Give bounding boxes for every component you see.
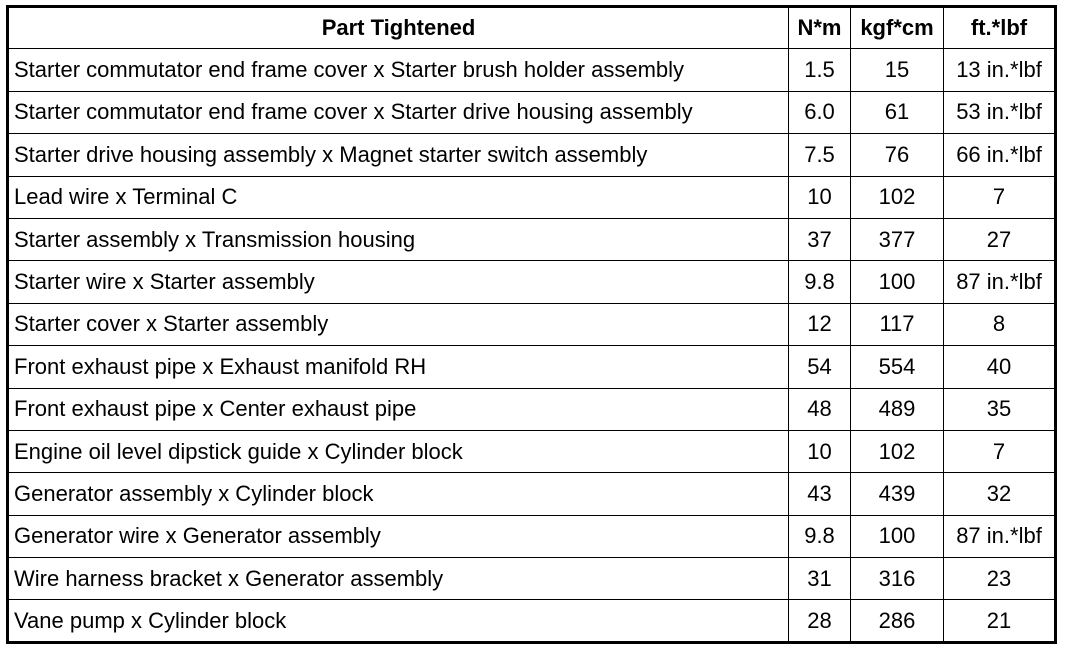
ft-cell: 7 bbox=[944, 176, 1056, 218]
part-cell: Generator assembly x Cylinder block bbox=[8, 473, 789, 515]
ft-cell: 8 bbox=[944, 303, 1056, 345]
ft-cell: 35 bbox=[944, 388, 1056, 430]
table-row bbox=[8, 134, 1056, 176]
ft-cell: 66 in.*lbf bbox=[944, 134, 1056, 176]
ft-cell: 7 bbox=[944, 430, 1056, 472]
part-cell: Engine oil level dipstick guide x Cylinder block bbox=[8, 430, 789, 472]
kgf-cell: 316 bbox=[851, 558, 944, 600]
kgf-cell: 102 bbox=[851, 430, 944, 472]
nm-cell: 37 bbox=[789, 218, 851, 260]
nm-cell: 43 bbox=[789, 473, 851, 515]
header-ft-lbf: ft.*lbf bbox=[944, 7, 1056, 49]
kgf-cell: 61 bbox=[851, 91, 944, 133]
kgf-cell: 102 bbox=[851, 176, 944, 218]
table-row bbox=[8, 346, 1056, 388]
ft-cell: 13 in.*lbf bbox=[944, 49, 1056, 91]
part-cell: Starter drive housing assembly x Magnet starter switch assembly bbox=[8, 134, 789, 176]
kgf-cell: 554 bbox=[851, 346, 944, 388]
kgf-cell: 100 bbox=[851, 261, 944, 303]
table-row bbox=[8, 558, 1056, 600]
ft-cell: 27 bbox=[944, 218, 1056, 260]
kgf-cell: 489 bbox=[851, 388, 944, 430]
nm-cell: 9.8 bbox=[789, 261, 851, 303]
part-cell: Starter wire x Starter assembly bbox=[8, 261, 789, 303]
nm-cell: 28 bbox=[789, 600, 851, 642]
part-cell: Lead wire x Terminal C bbox=[8, 176, 789, 218]
kgf-cell: 377 bbox=[851, 218, 944, 260]
ft-cell: 40 bbox=[944, 346, 1056, 388]
ft-cell: 53 in.*lbf bbox=[944, 91, 1056, 133]
table-row bbox=[8, 430, 1056, 472]
part-cell: Front exhaust pipe x Center exhaust pipe bbox=[8, 388, 789, 430]
header-nm: N*m bbox=[789, 7, 851, 49]
nm-cell: 7.5 bbox=[789, 134, 851, 176]
nm-cell: 10 bbox=[789, 430, 851, 472]
torque-spec-table bbox=[6, 5, 1057, 644]
table-row bbox=[8, 176, 1056, 218]
table-row bbox=[8, 218, 1056, 260]
table-row bbox=[8, 515, 1056, 557]
table-row bbox=[8, 303, 1056, 345]
part-cell: Starter commutator end frame cover x Starter brush holder assembly bbox=[8, 49, 789, 91]
kgf-cell: 76 bbox=[851, 134, 944, 176]
ft-cell: 87 in.*lbf bbox=[944, 261, 1056, 303]
kgf-cell: 100 bbox=[851, 515, 944, 557]
part-cell: Starter commutator end frame cover x Starter drive housing assembly bbox=[8, 91, 789, 133]
ft-cell: 87 in.*lbf bbox=[944, 515, 1056, 557]
table-row bbox=[8, 473, 1056, 515]
part-cell: Generator wire x Generator assembly bbox=[8, 515, 789, 557]
header-part-tightened: Part Tightened bbox=[8, 7, 789, 49]
header-row bbox=[8, 7, 1056, 49]
ft-cell: 21 bbox=[944, 600, 1056, 642]
kgf-cell: 439 bbox=[851, 473, 944, 515]
table-row bbox=[8, 91, 1056, 133]
nm-cell: 12 bbox=[789, 303, 851, 345]
nm-cell: 48 bbox=[789, 388, 851, 430]
kgf-cell: 15 bbox=[851, 49, 944, 91]
part-cell: Vane pump x Cylinder block bbox=[8, 600, 789, 642]
nm-cell: 31 bbox=[789, 558, 851, 600]
nm-cell: 6.0 bbox=[789, 91, 851, 133]
part-cell: Wire harness bracket x Generator assembly bbox=[8, 558, 789, 600]
table-row bbox=[8, 49, 1056, 91]
part-cell: Starter cover x Starter assembly bbox=[8, 303, 789, 345]
kgf-cell: 117 bbox=[851, 303, 944, 345]
table-row bbox=[8, 388, 1056, 430]
table-row bbox=[8, 261, 1056, 303]
nm-cell: 54 bbox=[789, 346, 851, 388]
kgf-cell: 286 bbox=[851, 600, 944, 642]
table-row bbox=[8, 600, 1056, 642]
nm-cell: 9.8 bbox=[789, 515, 851, 557]
part-cell: Front exhaust pipe x Exhaust manifold RH bbox=[8, 346, 789, 388]
ft-cell: 23 bbox=[944, 558, 1056, 600]
header-kgf-cm: kgf*cm bbox=[851, 7, 944, 49]
part-cell: Starter assembly x Transmission housing bbox=[8, 218, 789, 260]
nm-cell: 1.5 bbox=[789, 49, 851, 91]
ft-cell: 32 bbox=[944, 473, 1056, 515]
nm-cell: 10 bbox=[789, 176, 851, 218]
